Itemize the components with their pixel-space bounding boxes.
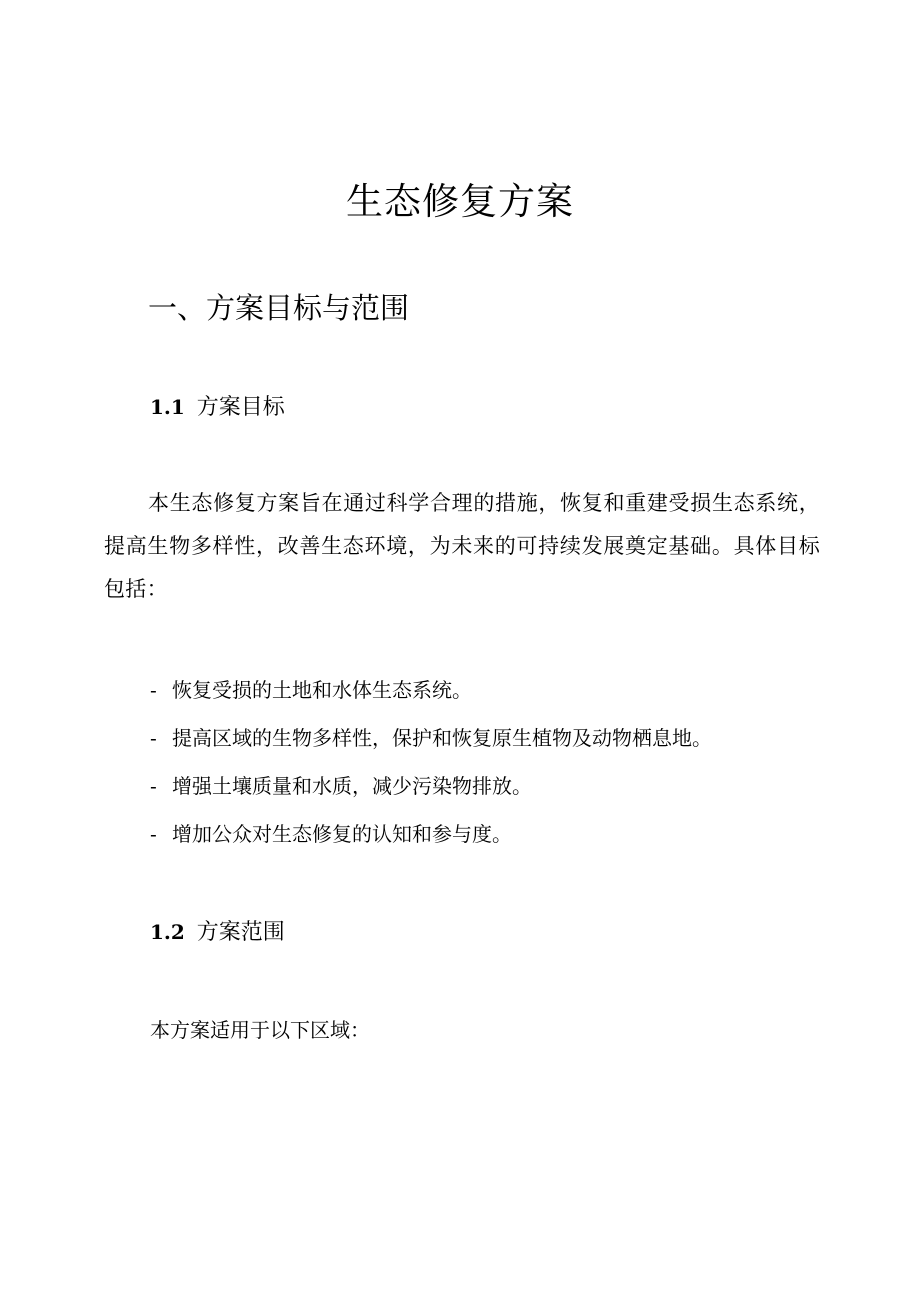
list-item-text: 恢复受损的土地和水体生态系统。: [172, 678, 472, 702]
list-item: [150, 672, 712, 720]
list-item: [150, 720, 712, 768]
scope-paragraph: 本方案适用于以下区域：: [150, 1018, 370, 1042]
bullet-marker: -: [150, 726, 157, 750]
list-item: [150, 768, 712, 816]
list-item-text: 增强土壤质量和水质，减少污染物排放。: [172, 774, 532, 798]
list-item-text: 增加公众对生态修复的认知和参与度。: [172, 822, 512, 846]
subsection-number: 1.2: [150, 920, 185, 944]
subsection-heading-1-1: [150, 392, 285, 423]
bullet-marker: -: [150, 774, 157, 798]
subsection-title: 方案目标: [196, 395, 285, 420]
subsection-number: 1.1: [150, 395, 185, 419]
goals-list: [150, 672, 712, 864]
bullet-marker: -: [150, 822, 157, 846]
list-item: [150, 816, 712, 864]
list-item-text: 提高区域的生物多样性，保护和恢复原生植物及动物栖息地。: [172, 726, 712, 750]
section-heading-1: 一、方案目标与范围: [148, 291, 410, 325]
subsection-heading-1-2: [150, 917, 285, 948]
goals-paragraph: 本生态修复方案旨在通过科学合理的措施，恢复和重建受损生态系统，提高生物多样性，改善生态环境，为未来的可持续发展奠定基础。具体目标包括：: [104, 491, 820, 601]
bullet-marker: -: [150, 678, 157, 702]
document-title: 生态修复方案: [346, 180, 574, 223]
subsection-title: 方案范围: [196, 920, 285, 945]
